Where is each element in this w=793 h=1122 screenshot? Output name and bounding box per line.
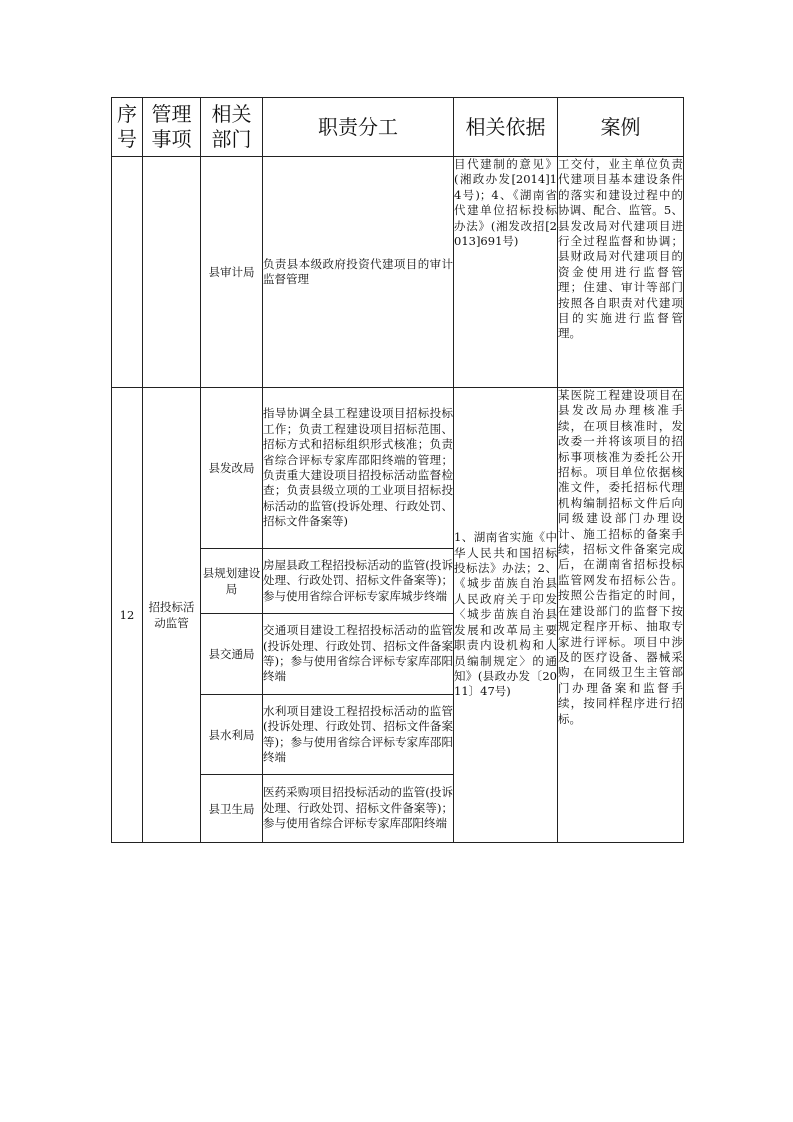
header-case: 案例 (558, 98, 684, 157)
header-item: 管理事项 (143, 98, 201, 157)
duty-cell: 指导协调全县工程建设项目招标投标工作；负责工程建设项目招标范围、招标方式和招标组织形式核准；负责省综合评标专家库邵阳终端的管理；负责重大建设项目招投标活动监督检查；负责县级立项的工业项目招标投标活动的监管(投诉处理、行政处罚、招标文件备案等) (263, 388, 454, 549)
header-dept: 相关部门 (201, 98, 263, 157)
case-cell: 某医院工程建设项目在县发改局办理核准手续，在项目核准时，发改委一并将该项目的招标事项核准为委托公开招标。项目单位依据核准文件，委托招标代理机构编制招标文件后向同级建设部门办理设计、施工招标的备案手续，招标文件备案完成后，在湖南省招标投标监管网发布招标公告。按照公告指定的时间，在建设部门的监督下按规定程序开标、抽取专家进行评标。项目中涉及的医疗设备、器械采购，在同级卫生主管部门办理备案和监督手续，按同样程序进行招标。 (558, 388, 684, 843)
dept-cell: 县审计局 (201, 157, 263, 388)
duty-cell: 负责县本级政府投资代建项目的审计监督管理 (263, 157, 454, 388)
table-row (112, 157, 684, 388)
basis-cell: 1、湖南省实施《中华人民共和国招标投标法》办法；2、《城步苗族自治县人民政府关于印发〈城步苗族自治县发展和改革局主要职责内设机构和人员编制规定〉的通知》(县政办发〔2011〕47号) (454, 388, 558, 843)
responsibility-table (111, 97, 684, 843)
item-cell (143, 157, 201, 388)
header-basis: 相关依据 (454, 98, 558, 157)
duty-cell: 医药采购项目招投标活动的监管(投诉处理、行政处罚、招标文件备案等)；参与使用省综合评标专家库邵阳终端 (263, 775, 454, 843)
dept-cell: 县卫生局 (201, 775, 263, 843)
basis-cell: 目代建制的意见》(湘政办发[2014]14号)；4、《湖南省代建单位招标投标办法》(湘发改招[2013]691号) (454, 157, 558, 388)
table-row (112, 388, 684, 549)
header-row (112, 98, 684, 157)
duty-cell: 水利项目建设工程招投标活动的监管(投诉处理、行政处罚、招标文件备案等)；参与使用省综合评标专家库邵阳终端 (263, 695, 454, 775)
no-cell: 12 (112, 388, 143, 843)
dept-cell: 县水利局 (201, 695, 263, 775)
dept-cell: 县交通局 (201, 614, 263, 695)
no-cell (112, 157, 143, 388)
header-duty: 职责分工 (263, 98, 454, 157)
case-cell: 工交付，业主单位负责代建项目基本建设条件的落实和建设过程中的协调、配合、监管。5、县发改局对代建项目进行全过程监督和协调；县财政局对代建项目的资金使用进行监督管理；住建、审计等部门按照各自职责对代建项目的实施进行监督管理。 (558, 157, 684, 388)
item-cell: 招投标活动监管 (143, 388, 201, 843)
dept-cell: 县发改局 (201, 388, 263, 549)
duty-cell: 交通项目建设工程招投标活动的监管(投诉处理、行政处罚、招标文件备案等)；参与使用省综合评标专家库邵阳终端 (263, 614, 454, 695)
duty-cell: 房屋县政工程招投标活动的监管(投诉处理、行政处罚、招标文件备案等)；参与使用省综合评标专家库城步终端 (263, 549, 454, 614)
dept-cell: 县规划建设局 (201, 549, 263, 614)
header-no: 序号 (112, 98, 143, 157)
